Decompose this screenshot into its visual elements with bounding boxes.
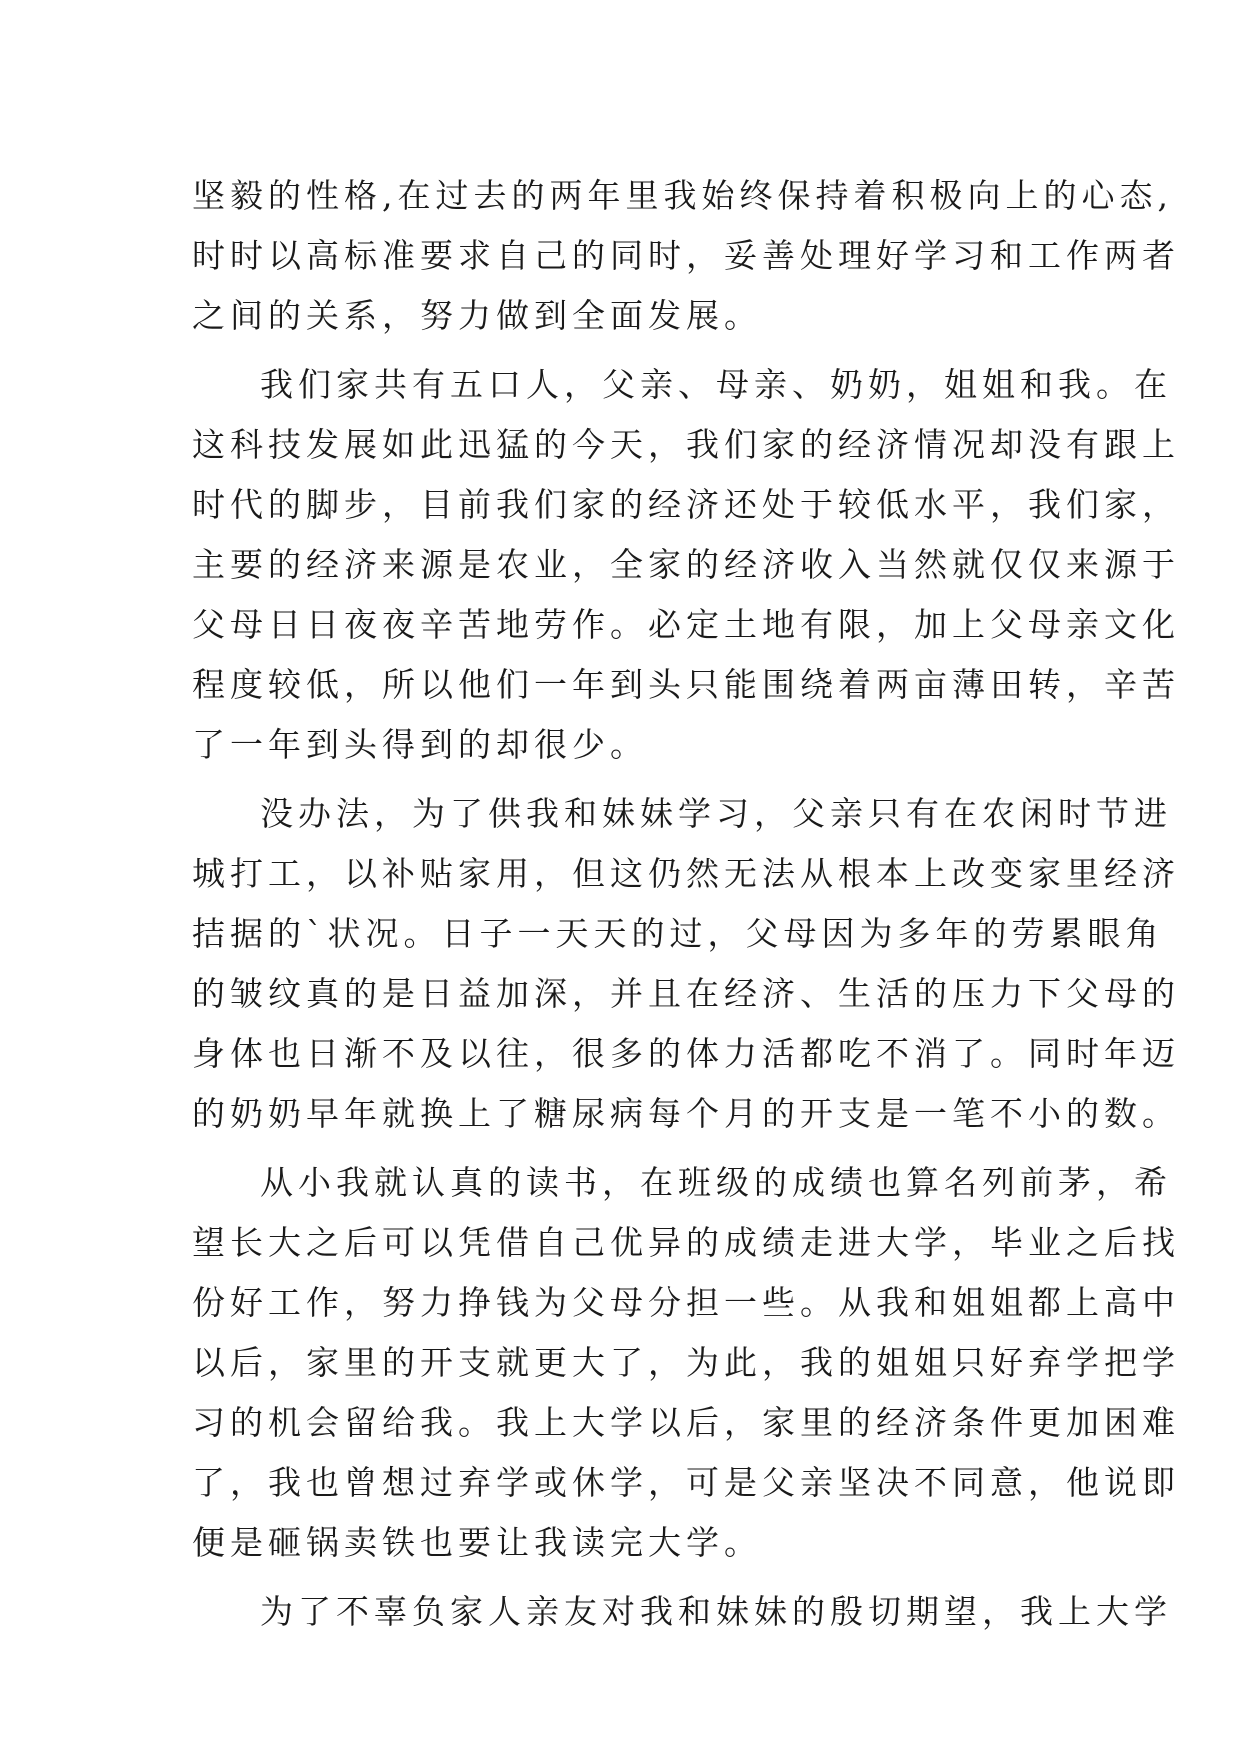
text-line: 主要的经济来源是农业，全家的经济收入当然就仅仅来源于: [192, 545, 1180, 584]
text-line: 从小我就认真的读书，在班级的成绩也算名列前茅，希: [260, 1163, 1172, 1202]
paragraph-2: [192, 355, 1180, 775]
text-line: 时时以高标准要求自己的同时，妥善处理好学习和工作两者: [192, 236, 1180, 275]
text-line: 的奶奶早年就换上了糖尿病每个月的开支是一笔不小的数。: [192, 1094, 1180, 1133]
text-line: 我们家共有五口人，父亲、母亲、奶奶，姐姐和我。在: [260, 365, 1172, 404]
text-line: 程度较低，所以他们一年到头只能围绕着两亩薄田转，辛苦: [192, 665, 1180, 704]
text-line: 便是砸锅卖铁也要让我读完大学。: [192, 1523, 762, 1562]
text-line: 坚毅的性格,在过去的两年里我始终保持着积极向上的心态,: [192, 176, 1173, 215]
text-line: 以后，家里的开支就更大了，为此，我的姐姐只好弃学把学: [192, 1343, 1180, 1382]
text-line: 城打工，以补贴家用，但这仍然无法从根本上改变家里经济: [192, 854, 1180, 893]
text-line: 了，我也曾想过弃学或休学，可是父亲坚决不同意，他说即: [192, 1463, 1180, 1502]
text-line: 为了不辜负家人亲友对我和妹妹的殷切期望，我上大学: [260, 1592, 1172, 1631]
text-line: 时代的脚步，目前我们家的经济还处于较低水平，我们家，: [192, 485, 1180, 524]
paragraph-3: [192, 784, 1180, 1144]
paragraph-4: [192, 1153, 1180, 1573]
paragraph-1: [192, 166, 1180, 346]
text-line: 拮据的`状况。日子一天天的过，父母因为多年的劳累眼角: [192, 914, 1164, 953]
text-line: 这科技发展如此迅猛的今天，我们家的经济情况却没有跟上: [192, 425, 1180, 464]
text-line: 的皱纹真的是日益加深，并且在经济、生活的压力下父母的: [192, 974, 1180, 1013]
text-line: 份好工作，努力挣钱为父母分担一些。从我和姐姐都上高中: [192, 1283, 1180, 1322]
text-line: 没办法，为了供我和妹妹学习，父亲只有在农闲时节进: [260, 794, 1172, 833]
text-line: 望长大之后可以凭借自己优异的成绩走进大学，毕业之后找: [192, 1223, 1180, 1262]
text-line: 身体也日渐不及以往，很多的体力活都吃不消了。同时年迈: [192, 1034, 1180, 1073]
paragraph-5: [192, 1582, 1172, 1642]
text-line: 习的机会留给我。我上大学以后，家里的经济条件更加困难: [192, 1403, 1180, 1442]
document-body: [192, 166, 1180, 1642]
text-line: 了一年到头得到的却很少。: [192, 725, 648, 764]
text-line: 之间的关系，努力做到全面发展。: [192, 296, 762, 335]
text-line: 父母日日夜夜辛苦地劳作。必定土地有限，加上父母亲文化: [192, 605, 1180, 644]
